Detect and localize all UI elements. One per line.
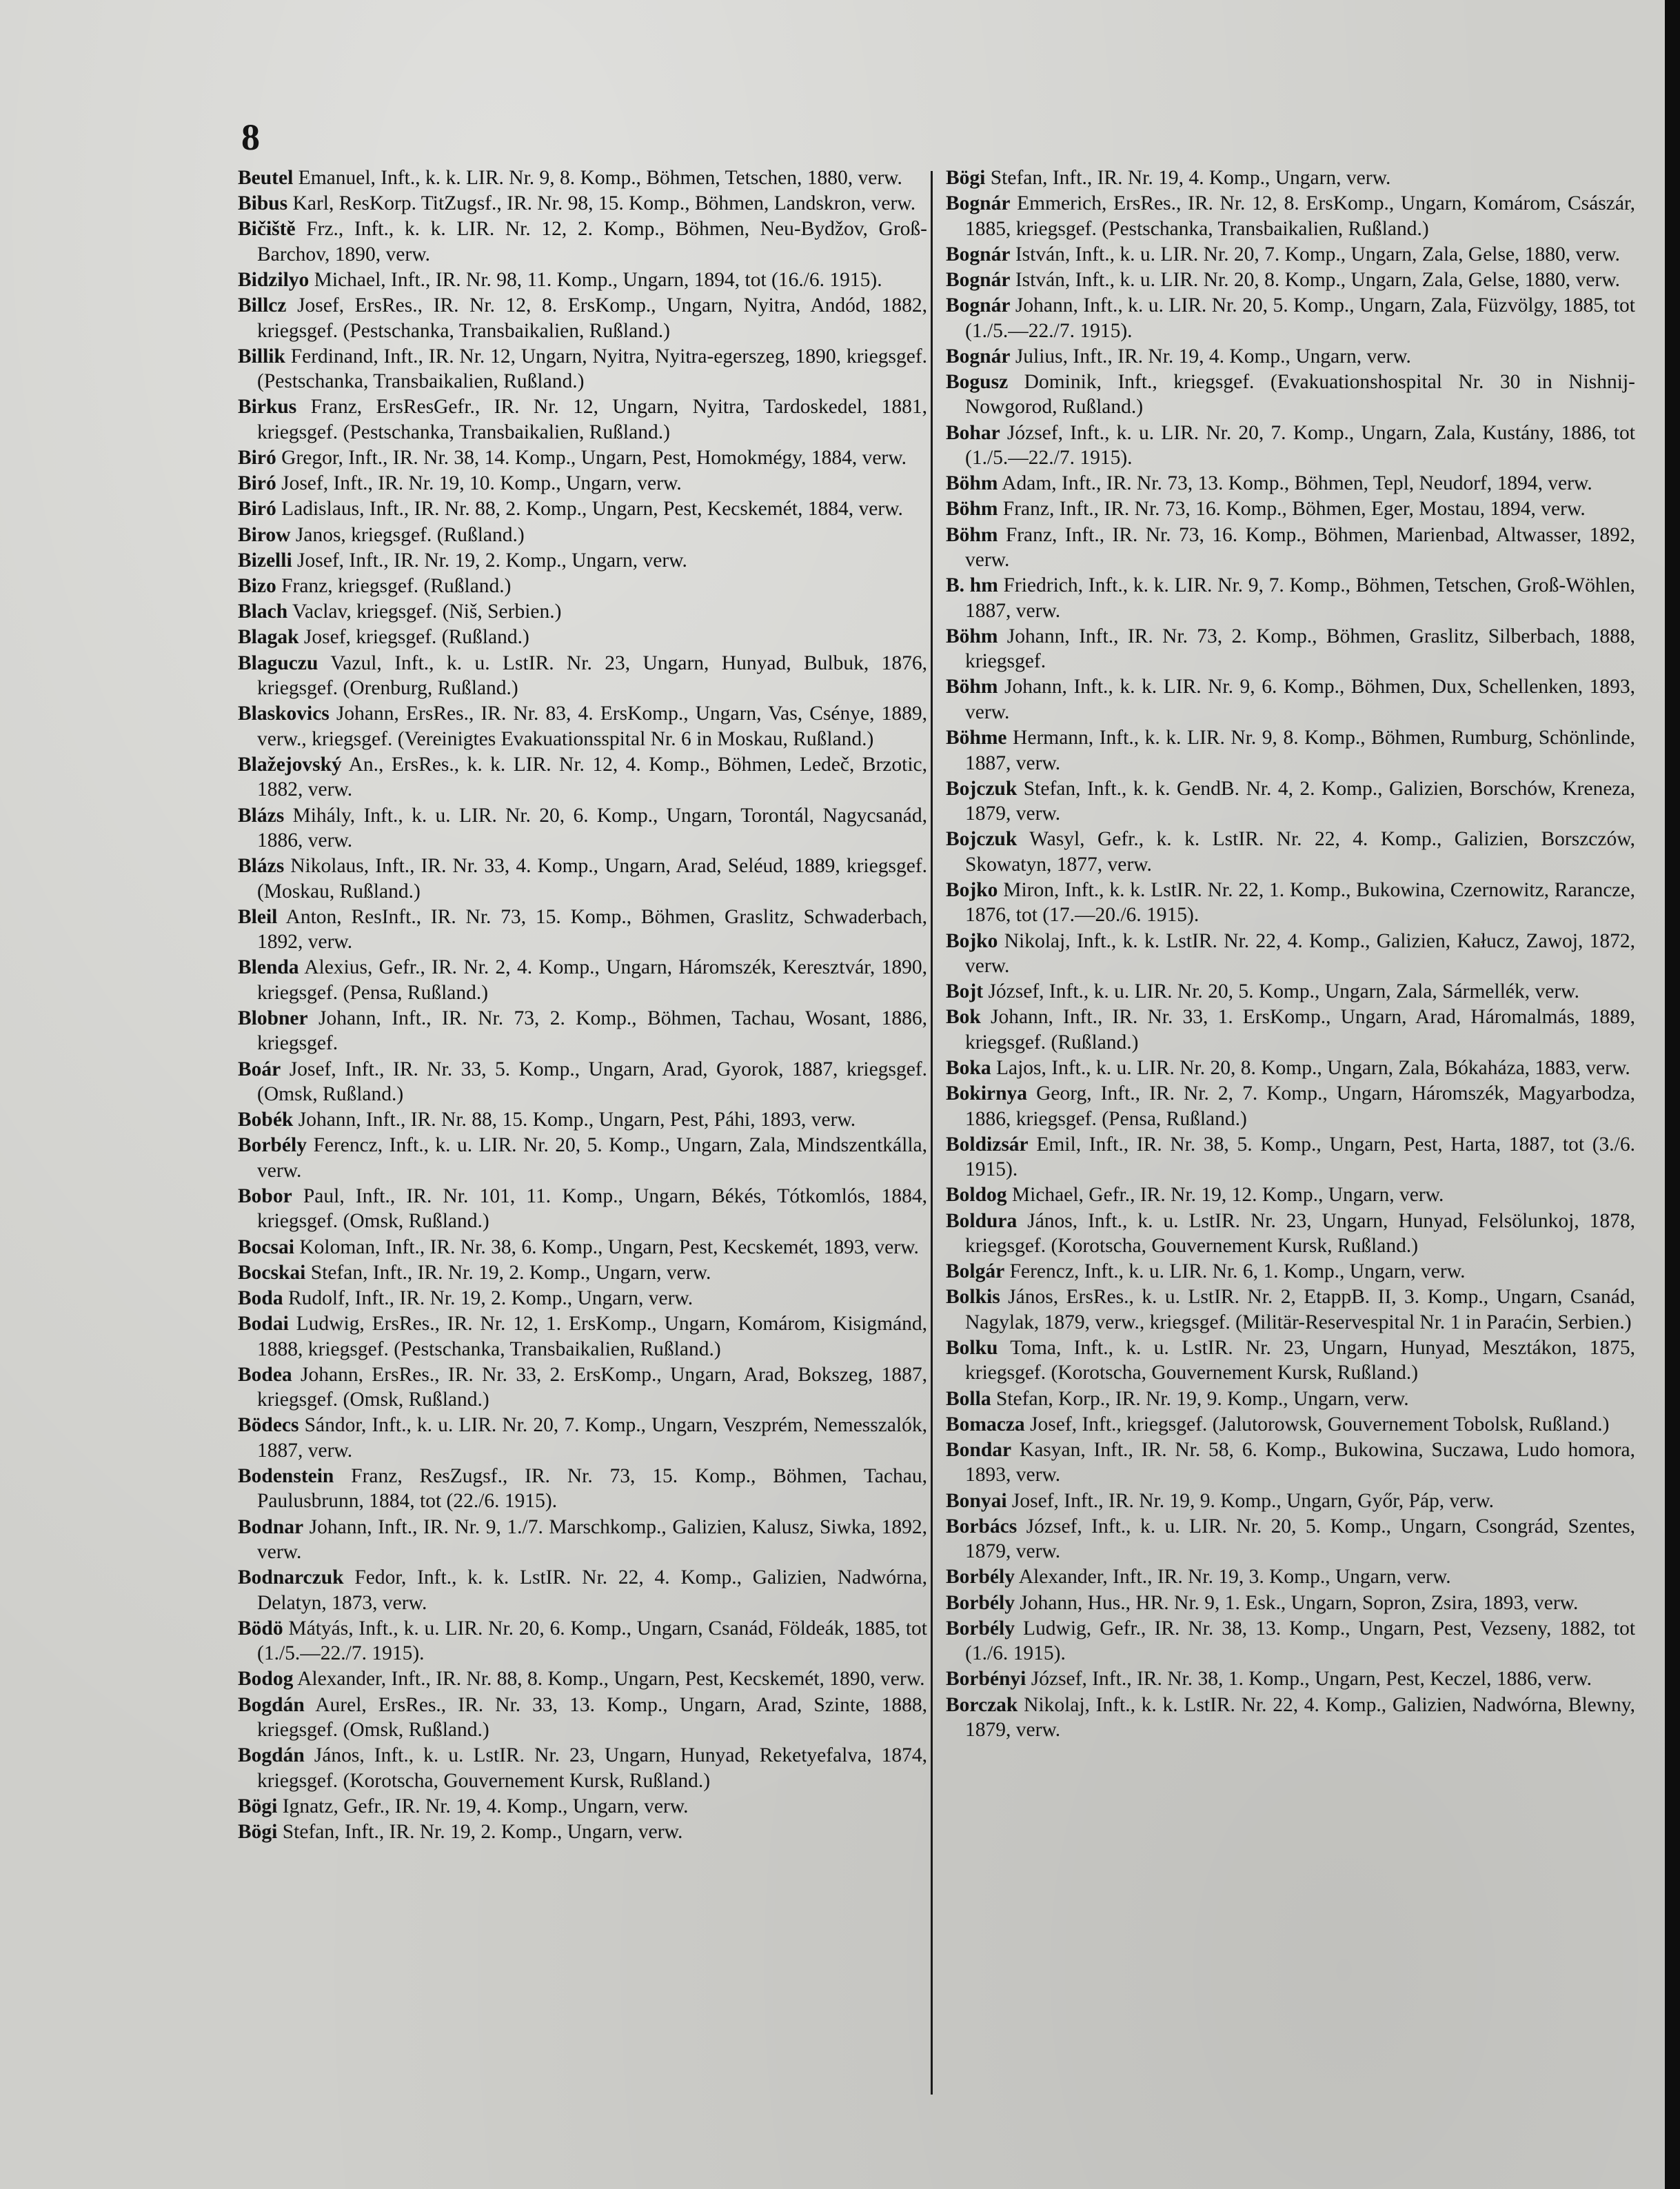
entry-surname: Borbély	[238, 1134, 307, 1157]
list-item	[946, 573, 1635, 623]
list-item	[238, 216, 927, 267]
entry-surname: Boda	[238, 1287, 283, 1309]
entry-surname: Blažejovský	[238, 753, 342, 776]
entry-details: Josef, Inft., IR. Nr. 19, 2. Komp., Ungarn, verw.	[297, 549, 687, 572]
list-item	[238, 701, 927, 751]
entry-surname: Bocsai	[238, 1235, 294, 1258]
entry-surname: Bobor	[238, 1184, 292, 1207]
list-item	[946, 1693, 1635, 1743]
entry-details: Karl, ResKorp. TitZugsf., IR. Nr. 98, 15. Komp., Böhmen, Landskron, verw.	[292, 192, 916, 215]
entry-surname: Böhm	[946, 523, 998, 546]
entry-details: Ferencz, Inft., k. u. LIR. Nr. 20, 5. Komp., Ungarn, Zala, Mindszentkálla, verw.	[257, 1134, 927, 1182]
entry-surname: Biró	[238, 472, 276, 495]
list-item	[238, 1794, 927, 1819]
entry-details: Georg, Inft., IR. Nr. 2, 7. Komp., Ungarn, Háromszék, Magyarbodza, 1886, kriegsgef. (Pensa, Rußland.)	[965, 1082, 1636, 1130]
entry-surname: Borbács	[946, 1515, 1018, 1537]
entry-surname: Borbényi	[946, 1668, 1026, 1691]
entry-details: Franz, Inft., IR. Nr. 73, 16. Komp., Böhmen, Marienbad, Altwasser, 1892, verw.	[965, 523, 1635, 572]
list-item	[238, 1286, 927, 1311]
entry-details: Franz, ErsResGefr., IR. Nr. 12, Ungarn, Nyitra, Tardoskedel, 1881, kriegsgef. (Pestschanka, Transbaikalien, Rußland.)	[257, 396, 928, 443]
entry-surname: Böhm	[946, 498, 998, 521]
entry-details: Alexander, Inft., IR. Nr. 88, 8. Komp., Ungarn, Pest, Kecskemét, 1890, verw.	[297, 1668, 925, 1691]
entry-details: Josef, ErsRes., IR. Nr. 12, 8. ErsKomp., Ungarn, Nyitra, Andód, 1882, kriegsgef. (Pestschanka, Transbaikalien, Rußland.)	[257, 294, 927, 342]
entry-details: Johann, Inft., IR. Nr. 73, 2. Komp., Böhmen, Graslitz, Silberbach, 1888, kriegsgef.	[965, 625, 1636, 673]
list-item	[238, 625, 927, 649]
entry-details: Julius, Inft., IR. Nr. 19, 4. Komp., Ungarn, verw.	[1015, 345, 1411, 367]
entry-details: Paul, Inft., IR. Nr. 101, 11. Komp., Ungarn, Békés, Tótkomlós, 1884, kriegsgef. (Omsk, Rußland.)	[257, 1184, 927, 1233]
entry-surname: Bodenstein	[238, 1465, 334, 1488]
entry-details: István, Inft., k. u. LIR. Nr. 20, 7. Komp., Ungarn, Zala, Gelse, 1880, verw.	[1015, 243, 1620, 265]
entry-details: Vazul, Inft., k. u. LstIR. Nr. 23, Ungarn, Hunyad, Bulbuk, 1876, kriegsgef. (Orenburg, Rußland.)	[257, 652, 927, 700]
list-item	[946, 674, 1635, 725]
entry-details: Wasyl, Gefr., k. k. LstIR. Nr. 22, 4. Komp., Galizien, Borszczów, Skowatyn, 1877, verw.	[965, 828, 1636, 876]
list-item	[946, 1564, 1635, 1589]
entry-details: Franz, Inft., IR. Nr. 73, 16. Komp., Böhmen, Eger, Mostau, 1894, verw.	[1002, 498, 1586, 521]
entry-surname: Blach	[238, 601, 288, 623]
entry-surname: Bognár	[946, 192, 1011, 215]
entry-surname: Bognár	[946, 243, 1011, 265]
entry-details: Mátyás, Inft., k. u. LIR. Nr. 20, 6. Komp., Ungarn, Csanád, Földeák, 1885, tot (1./5.—22./7. 1915).	[257, 1617, 928, 1665]
list-item	[238, 1693, 927, 1743]
entry-surname: Bogdán	[238, 1693, 305, 1716]
list-item	[238, 523, 927, 547]
entry-details: József, Inft., IR. Nr. 38, 1. Komp., Ungarn, Pest, Keczel, 1886, verw.	[1031, 1668, 1592, 1691]
entry-details: Nikolaj, Inft., k. k. LstIR. Nr. 22, 4. Komp., Galizien, Nadwórna, Blewny, 1879, verw.	[965, 1693, 1636, 1742]
list-item	[946, 1591, 1635, 1615]
list-item	[946, 370, 1635, 420]
list-item	[238, 1515, 927, 1565]
list-item	[238, 1107, 927, 1132]
entry-details: József, Inft., k. u. LIR. Nr. 20, 7. Komp., Ungarn, Zala, Kustány, 1886, tot (1./5.—22./7. 1915).	[965, 421, 1636, 470]
entry-surname: Boldura	[946, 1209, 1018, 1232]
entry-surname: Borbély	[946, 1617, 1015, 1640]
entry-surname: Biró	[238, 447, 276, 470]
entry-surname: Bolkis	[946, 1286, 1000, 1309]
list-item	[946, 1666, 1635, 1691]
list-item	[946, 496, 1635, 521]
entry-details: Frz., Inft., k. k. LIR. Nr. 12, 2. Komp., Böhmen, Neu-Bydžov, Groß-Barchov, 1890, verw.	[257, 218, 927, 265]
list-item	[238, 1006, 927, 1056]
entry-details: Ladislaus, Inft., IR. Nr. 88, 2. Komp., Ungarn, Pest, Kecskemét, 1884, verw.	[281, 498, 903, 521]
list-item	[238, 548, 927, 573]
list-item	[946, 1182, 1635, 1207]
list-item	[238, 344, 927, 394]
entry-surname: Boka	[946, 1056, 991, 1079]
entry-details: Josef, Inft., kriegsgef. (Jalutorowsk, Gouvernement Tobolsk, Rußland.)	[1030, 1413, 1610, 1435]
entry-surname: Blobner	[238, 1007, 308, 1029]
entry-details: Dominik, Inft., kriegsgef. (Evakuationshospital Nr. 30 in Nishnij-Nowgorod, Rußland.)	[965, 371, 1635, 418]
entry-surname: Böhm	[946, 625, 998, 647]
entry-surname: Bögi	[946, 167, 986, 189]
entry-details: Johann, Inft., IR. Nr. 73, 2. Komp., Böhmen, Tachau, Wosant, 1886, kriegsgef.	[257, 1007, 927, 1055]
entry-details: Josef, Inft., IR. Nr. 19, 9. Komp., Ungarn, Győr, Páp, verw.	[1011, 1489, 1494, 1512]
entry-surname: Billcz	[238, 294, 287, 317]
right-column	[946, 165, 1635, 1743]
entry-surname: Bičiště	[238, 218, 296, 241]
entry-surname: Birkus	[238, 396, 297, 418]
list-item	[238, 803, 927, 854]
entry-surname: Bonyai	[946, 1489, 1007, 1512]
entry-surname: Blázs	[238, 804, 285, 827]
entry-details: Johann, Hus., HR. Nr. 9, 1. Esk., Ungarn, Sopron, Zsira, 1893, verw.	[1020, 1591, 1579, 1614]
list-item	[946, 1489, 1635, 1513]
list-item	[238, 268, 927, 292]
list-item	[238, 574, 927, 598]
entry-details: Ferdinand, Inft., IR. Nr. 12, Ungarn, Nyitra, Nyitra-egerszeg, 1890, kriegsgef. (Pestschanka, Transbaikalien, Rußland.)	[257, 345, 928, 393]
entry-surname: Bondar	[946, 1439, 1012, 1462]
list-item	[946, 1386, 1635, 1411]
list-item	[238, 854, 927, 904]
entry-surname: Bokirnya	[946, 1082, 1028, 1105]
list-item	[946, 979, 1635, 1004]
entry-surname: Bolku	[946, 1337, 998, 1359]
entry-surname: Borbély	[946, 1566, 1015, 1588]
entry-details: Fedor, Inft., k. k. LstIR. Nr. 22, 4. Komp., Galizien, Nadwórna, Delatyn, 1873, verw.	[257, 1566, 927, 1614]
entry-details: Anton, ResInft., IR. Nr. 73, 15. Komp., Böhmen, Graslitz, Schwaderbach, 1892, verw.	[257, 905, 927, 954]
entry-surname: Bodnarczuk	[238, 1566, 344, 1589]
left-column	[238, 165, 927, 1845]
entry-surname: Bizelli	[238, 549, 292, 572]
entry-details: János, Inft., k. u. LstIR. Nr. 23, Ungarn, Hunyad, Felsölunkoj, 1878, kriegsgef. (Korotscha, Gouvernement Kursk, Rußland.)	[965, 1209, 1636, 1257]
entry-surname: Bödecs	[238, 1414, 299, 1437]
list-item	[946, 471, 1635, 496]
entry-details: Stefan, Inft., IR. Nr. 19, 2. Komp., Ungarn, verw.	[310, 1261, 711, 1284]
entry-details: József, Inft., k. u. LIR. Nr. 20, 5. Komp., Ungarn, Zala, Sármellék, verw.	[988, 980, 1579, 1003]
list-item	[238, 1743, 927, 1793]
entry-details: Josef, Inft., IR. Nr. 19, 10. Komp., Ungarn, verw.	[281, 472, 682, 495]
list-item	[946, 1081, 1635, 1131]
entry-details: Koloman, Inft., IR. Nr. 38, 6. Komp., Ungarn, Pest, Kecskemét, 1893, verw.	[299, 1235, 919, 1258]
entry-details: Rudolf, Inft., IR. Nr. 19, 2. Komp., Ungarn, verw.	[287, 1287, 694, 1309]
entry-details: Emmerich, ErsRes., IR. Nr. 12, 8. ErsKomp., Ungarn, Komárom, Császár, 1885, kriegsgef. (Pestschanka, Transbaikalien, Rußland.)	[965, 192, 1635, 240]
list-item	[946, 1335, 1635, 1386]
list-item	[946, 776, 1635, 827]
list-item	[238, 1464, 927, 1514]
list-item	[238, 471, 927, 496]
entry-details: Josef, kriegsgef. (Rußland.)	[303, 626, 529, 649]
list-item	[238, 599, 927, 624]
entry-surname: Bolla	[946, 1387, 991, 1410]
entry-details: Janos, kriegsgef. (Rußland.)	[295, 523, 525, 546]
list-item	[238, 191, 927, 216]
list-item	[238, 496, 927, 521]
entry-details: Emil, Inft., IR. Nr. 38, 5. Komp., Ungarn, Pest, Harta, 1887, tot (3./6. 1915).	[965, 1133, 1635, 1181]
entry-details: Stefan, Inft., IR. Nr. 19, 4. Komp., Ungarn, verw.	[990, 167, 1391, 189]
entry-details: Alexius, Gefr., IR. Nr. 2, 4. Komp., Ungarn, Háromszék, Keresztvár, 1890, kriegsgef. (Pensa, Rußland.)	[257, 956, 927, 1004]
entry-surname: Bidzilyo	[238, 269, 310, 292]
list-item	[946, 1284, 1635, 1335]
list-item	[946, 1056, 1635, 1080]
list-item	[238, 752, 927, 803]
list-item	[946, 344, 1635, 369]
entry-details: József, Inft., k. u. LIR. Nr. 20, 5. Komp., Ungarn, Csongrád, Szentes, 1879, verw.	[965, 1515, 1635, 1563]
entry-details: Johann, Inft., k. u. LIR. Nr. 20, 5. Komp., Ungarn, Zala, Füzvölgy, 1885, tot (1./5.—22./7. 1915).	[965, 294, 1636, 342]
entry-surname: Bödö	[238, 1617, 283, 1640]
entry-details: Kasyan, Inft., IR. Nr. 58, 6. Komp., Bukowina, Suczawa, Ludo homora, 1893, verw.	[965, 1439, 1635, 1486]
entry-surname: Bibus	[238, 192, 288, 215]
entry-details: Johann, Inft., k. k. LIR. Nr. 9, 6. Komp., Böhmen, Dux, Schellenken, 1893, verw.	[965, 676, 1635, 723]
entry-details: Johann, Inft., IR. Nr. 88, 15. Komp., Ungarn, Pest, Páhi, 1893, verw.	[298, 1109, 856, 1131]
entry-details: Franz, ResZugsf., IR. Nr. 73, 15. Komp., Böhmen, Tachau, Paulusbrunn, 1884, tot (22./6. 1915).	[257, 1465, 928, 1513]
entry-surname: Bodog	[238, 1668, 294, 1691]
entry-surname: Bogdán	[238, 1744, 305, 1767]
list-item	[946, 523, 1635, 573]
entry-details: Aurel, ErsRes., IR. Nr. 33, 13. Komp., Ungarn, Arad, Szinte, 1888, kriegsgef. (Omsk, Rußland.)	[257, 1693, 928, 1742]
entry-surname: Biró	[238, 498, 276, 521]
list-item	[238, 1819, 927, 1844]
entry-surname: B. hm	[946, 574, 998, 597]
list-item	[238, 1362, 927, 1413]
entry-details: Josef, Inft., IR. Nr. 33, 5. Komp., Ungarn, Arad, Gyorok, 1887, kriegsgef. (Omsk, Rußland.)	[257, 1058, 927, 1105]
entry-details: Ludwig, Gefr., IR. Nr. 38, 13. Komp., Ungarn, Pest, Vezseny, 1882, tot (1./6. 1915).	[965, 1617, 1636, 1665]
list-item	[238, 1260, 927, 1285]
entry-surname: Boldog	[946, 1184, 1007, 1207]
entry-details: Michael, Inft., IR. Nr. 98, 11. Komp., Ungarn, 1894, tot (16./6. 1915).	[314, 269, 882, 292]
entry-details: Miron, Inft., k. k. LstIR. Nr. 22, 1. Komp., Bukowina, Czernowitz, Rarancze, 1876, tot (17.—20./6. 1915).	[965, 878, 1635, 927]
entry-details: István, Inft., k. u. LIR. Nr. 20, 8. Komp., Ungarn, Zala, Gelse, 1880, verw.	[1015, 269, 1620, 292]
list-item	[946, 421, 1635, 471]
list-item	[238, 1616, 927, 1666]
entry-surname: Bizo	[238, 575, 276, 598]
entry-surname: Beutel	[238, 167, 294, 189]
list-item	[946, 929, 1635, 979]
list-item	[238, 1184, 927, 1234]
list-item	[946, 725, 1635, 776]
list-item	[238, 1311, 927, 1362]
entry-details: János, Inft., k. u. LstIR. Nr. 23, Ungarn, Hunyad, Reketyefalva, 1874, kriegsgef. (Korotscha, Gouvernement Kursk, Rußland.)	[257, 1744, 928, 1792]
entry-details: Johann, Inft., IR. Nr. 33, 1. ErsKomp., Ungarn, Arad, Háromalmás, 1889, kriegsgef. (Rußland.)	[965, 1006, 1635, 1053]
entry-surname: Böhme	[946, 727, 1007, 749]
entry-details: Johann, ErsRes., IR. Nr. 83, 4. ErsKomp., Ungarn, Vas, Csénye, 1889, verw., kriegsgef. (Vereinigtes Evakuationsspital Nr. 6 in Moskau, Rußland.)	[257, 703, 927, 750]
entry-surname: Blaskovics	[238, 703, 330, 725]
list-item	[946, 165, 1635, 190]
entry-details: Johann, ErsRes., IR. Nr. 33, 2. ErsKomp., Ungarn, Arad, Bokszeg, 1887, kriegsgef. (Omsk, Rußland.)	[257, 1363, 927, 1411]
entry-surname: Böhm	[946, 676, 998, 698]
entry-details: Lajos, Inft., k. u. LIR. Nr. 20, 8. Komp., Ungarn, Zala, Bókaháza, 1883, verw.	[995, 1056, 1630, 1079]
entry-surname: Billik	[238, 345, 285, 367]
entry-surname: Blagak	[238, 626, 299, 649]
list-item	[238, 1413, 927, 1463]
entry-surname: Bojko	[946, 878, 998, 901]
entry-details: Johann, Inft., IR. Nr. 9, 1./7. Marschkomp., Galizien, Kalusz, Siwka, 1892, verw.	[257, 1515, 928, 1564]
list-item	[946, 1132, 1635, 1182]
entry-details: Gregor, Inft., IR. Nr. 38, 14. Komp., Ungarn, Pest, Homokmégy, 1884, verw.	[281, 447, 907, 470]
entry-surname: Bogusz	[946, 371, 1009, 394]
entry-surname: Bojczuk	[946, 828, 1018, 851]
entry-surname: Blázs	[238, 855, 285, 878]
entry-surname: Birow	[238, 523, 291, 546]
list-item	[238, 955, 927, 1005]
entry-details: Stefan, Inft., IR. Nr. 19, 2. Komp., Ungarn, verw.	[282, 1821, 683, 1844]
list-item	[238, 651, 927, 701]
list-item	[946, 191, 1635, 241]
entry-surname: Bögi	[238, 1795, 278, 1817]
list-item	[238, 445, 927, 470]
entry-surname: Bögi	[238, 1821, 278, 1844]
list-item	[946, 624, 1635, 674]
entry-details: Emanuel, Inft., k. k. LIR. Nr. 9, 8. Komp., Böhmen, Tetschen, 1880, verw.	[298, 167, 902, 189]
list-item	[946, 1616, 1635, 1666]
entry-details: Stefan, Inft., k. k. GendB. Nr. 4, 2. Komp., Galizien, Borschów, Kreneza, 1879, verw.	[965, 777, 1636, 825]
list-item	[946, 1412, 1635, 1437]
entry-surname: Bojko	[946, 929, 998, 952]
entry-surname: Borbély	[946, 1591, 1015, 1614]
entry-surname: Bolgár	[946, 1260, 1005, 1283]
entry-surname: Bok	[946, 1006, 981, 1029]
entry-details: Vaclav, kriegsgef. (Niš, Serbien.)	[292, 601, 562, 623]
entry-details: János, ErsRes., k. u. LstIR. Nr. 2, EtappB. II, 3. Komp., Ungarn, Csanád, Nagylak, 1879, verw., kriegsgef. (Militär-Reservespital Nr. 1 in Paraćin, Serbien.)	[965, 1286, 1635, 1333]
entry-surname: Bojt	[946, 980, 984, 1003]
entry-details: Adam, Inft., IR. Nr. 73, 13. Komp., Böhmen, Tepl, Neudorf, 1894, verw.	[1002, 472, 1592, 495]
entry-surname: Bomacza	[946, 1413, 1025, 1435]
entry-surname: Bodnar	[238, 1515, 304, 1538]
entry-surname: Boldizsár	[946, 1133, 1029, 1156]
list-item	[238, 905, 927, 955]
list-item	[946, 1005, 1635, 1055]
page-number: 8	[241, 117, 260, 158]
entry-surname: Böhm	[946, 472, 998, 495]
entry-details: Mihály, Inft., k. u. LIR. Nr. 20, 6. Komp., Ungarn, Torontál, Nagycsanád, 1886, verw.	[257, 804, 928, 851]
list-item	[238, 165, 927, 190]
list-item	[238, 1133, 927, 1183]
list-item	[946, 1209, 1635, 1259]
entry-details: Nikolaus, Inft., IR. Nr. 33, 4. Komp., Ungarn, Arad, Seléud, 1889, kriegsgef. (Moskau, Rußland.)	[257, 855, 927, 902]
entry-details: An., ErsRes., k. k. LIR. Nr. 12, 4. Komp., Böhmen, Ledeč, Brzotic, 1882, verw.	[257, 753, 927, 801]
column-divider	[931, 171, 933, 2095]
list-item	[238, 394, 927, 445]
list-item	[238, 1565, 927, 1615]
list-item	[946, 1514, 1635, 1564]
list-item	[238, 1666, 927, 1691]
entry-details: Toma, Inft., k. u. LstIR. Nr. 23, Ungarn, Hunyad, Mesztákon, 1875, kriegsgef. (Korotscha, Gouvernement Kursk, Rußland.)	[965, 1337, 1635, 1384]
list-item	[946, 1438, 1635, 1488]
entry-details: Ignatz, Gefr., IR. Nr. 19, 4. Komp., Ungarn, verw.	[282, 1795, 689, 1817]
entry-surname: Bognár	[946, 269, 1011, 292]
list-item	[238, 293, 927, 343]
entry-surname: Bognár	[946, 345, 1011, 367]
entry-details: Stefan, Korp., IR. Nr. 19, 9. Komp., Ungarn, verw.	[995, 1387, 1409, 1410]
entry-details: Alexander, Inft., IR. Nr. 19, 3. Komp., Ungarn, verw.	[1018, 1566, 1451, 1588]
list-item	[946, 242, 1635, 267]
entry-details: Sándor, Inft., k. u. LIR. Nr. 20, 7. Komp., Ungarn, Veszprém, Nemesszalók, 1887, verw.	[257, 1414, 928, 1462]
list-item	[946, 1259, 1635, 1284]
entry-details: Michael, Gefr., IR. Nr. 19, 12. Komp., Ungarn, verw.	[1011, 1184, 1444, 1207]
entry-surname: Bocskai	[238, 1261, 306, 1284]
entry-surname: Boár	[238, 1058, 281, 1080]
entry-surname: Bojczuk	[946, 777, 1018, 800]
list-item	[946, 878, 1635, 928]
entry-surname: Bleil	[238, 905, 278, 928]
list-item	[238, 1235, 927, 1260]
entry-details: Friedrich, Inft., k. k. LIR. Nr. 9, 7. Komp., Böhmen, Tetschen, Groß-Wöhlen, 1887, verw.	[965, 574, 1635, 622]
list-item	[238, 1057, 927, 1107]
list-item	[946, 268, 1635, 292]
entry-details: Franz, kriegsgef. (Rußland.)	[281, 575, 512, 598]
entry-surname: Bognár	[946, 294, 1011, 317]
entry-details: Ferencz, Inft., k. u. LIR. Nr. 6, 1. Komp., Ungarn, verw.	[1009, 1260, 1466, 1283]
entry-surname: Blenda	[238, 956, 299, 979]
list-item	[946, 827, 1635, 877]
entry-surname: Borczak	[946, 1693, 1018, 1716]
entry-surname: Bohar	[946, 421, 1000, 444]
entry-surname: Bodea	[238, 1363, 292, 1386]
entry-details: Hermann, Inft., k. k. LIR. Nr. 9, 8. Komp., Böhmen, Rumburg, Schönlinde, 1887, verw.	[965, 727, 1635, 774]
entry-surname: Bobék	[238, 1109, 294, 1131]
entry-surname: Blaguczu	[238, 652, 318, 674]
entry-surname: Bodai	[238, 1313, 289, 1335]
entry-details: Nikolaj, Inft., k. k. LstIR. Nr. 22, 4. Komp., Galizien, Kałucz, Zawoj, 1872, verw.	[965, 929, 1635, 977]
list-item	[946, 293, 1635, 343]
page-edge-shadow	[1665, 0, 1680, 2189]
entry-details: Ludwig, ErsRes., IR. Nr. 12, 1. ErsKomp., Ungarn, Komárom, Kisigmánd, 1888, kriegsgef. (Pestschanka, Transbaikalien, Rußland.)	[257, 1313, 928, 1360]
